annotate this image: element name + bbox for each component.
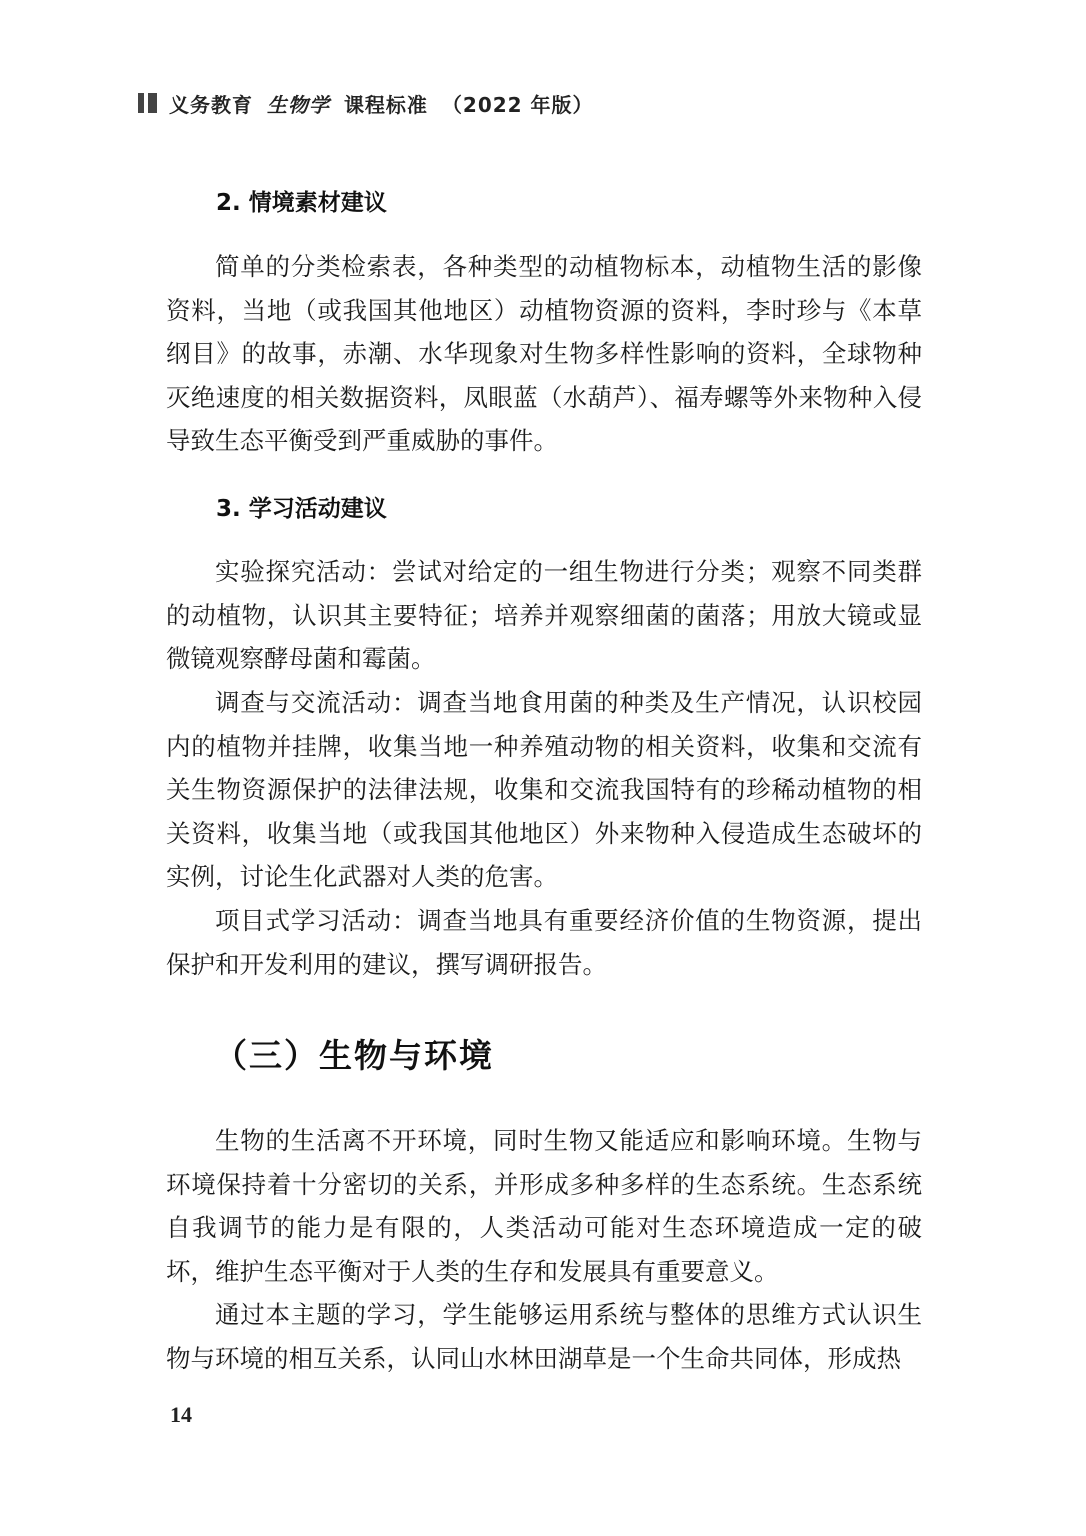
paragraph-survey-activities: 调查与交流活动：调查当地食用菌的种类及生产情况，认识校园内的植物并挂牌，收集当地一种养殖动物的相关资料，收集和交流有关生物资源保护的法律法规，收集和交流我国特有的珍稀动植物的相关资料，收集当地（或我国其他地区）外来物种入侵造成生态破坏的实例，讨论生化武器对人类的危害。 — [166, 688, 922, 891]
subheading-learning-activities: 3. 学习活动建议 — [216, 496, 387, 522]
paragraph-environment-intro: 生物的生活离不开环境，同时生物又能适应和影响环境。生物与环境保持着十分密切的关系，并形成多种多样的生态系统。生态系统自我调节的能力是有限的，人类活动可能对生态环境造成一定的破坏，维护生态平衡对于人类的生存和发展具有重要意义。 — [166, 1126, 922, 1286]
page-number: 14 — [170, 1402, 192, 1427]
paragraph-experiment-activities: 实验探究活动：尝试对给定的一组生物进行分类；观察不同类群的动植物，认识其主要特征；培养并观察细菌的菌落；用放大镜或显微镜观察酵母菌和霉菌。 — [166, 557, 922, 673]
paragraph-situational-materials: 简单的分类检索表，各种类型的动植物标本，动植物生活的影像资料，当地（或我国其他地区）动植物资源的资料，李时珍与《本草纲目》的故事，赤潮、水华现象对生物多样性影响的资料，全球物种灭绝速度的相关数据资料，凤眼蓝（水葫芦）、福寿螺等外来物种入侵导致生态平衡受到严重威胁的事件。 — [166, 252, 922, 455]
header-part-2: 生物学 — [266, 92, 330, 117]
paragraph-environment-goals: 通过本主题的学习，学生能够运用系统与整体的思维方式认识生物与环境的相互关系，认同山水林田湖草是一个生命共同体，形成热 — [166, 1300, 922, 1373]
header-bars-icon — [138, 93, 157, 113]
header-title — [169, 89, 600, 118]
header-part-4: （2022 年版） — [441, 92, 594, 117]
subheading-situational-materials: 2. 情境素材建议 — [216, 190, 387, 216]
section-title-organisms-environment: （三）生物与环境 — [214, 1036, 494, 1075]
header-part-1: 义务教育 — [169, 92, 253, 117]
running-header — [138, 86, 600, 120]
paragraph-project-activities: 项目式学习活动：调查当地具有重要经济价值的生物资源，提出保护和开发利用的建议，撰写调研报告。 — [166, 906, 922, 979]
header-part-3: 课程标准 — [343, 92, 428, 117]
